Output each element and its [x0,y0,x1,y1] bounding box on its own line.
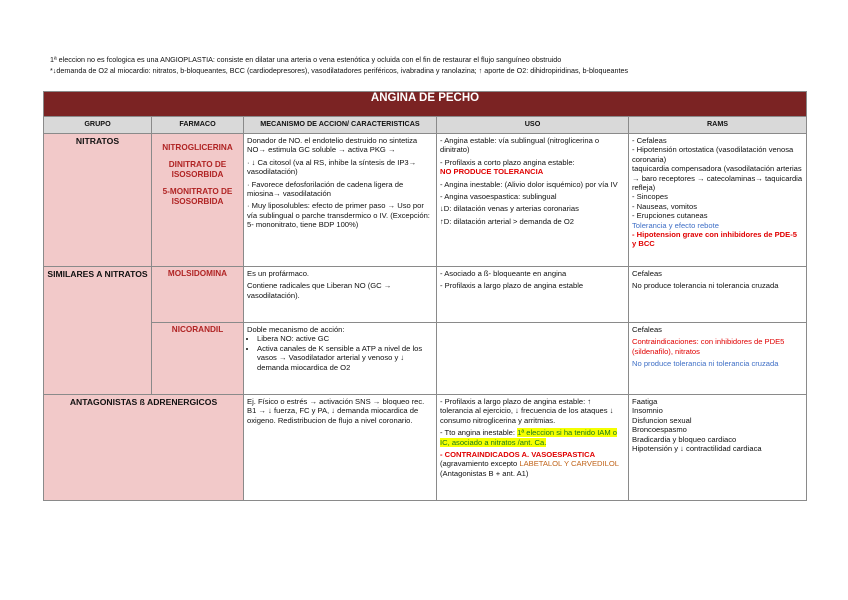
rams-molsidomina-2: No produce tolerancia ni tolerancia cruzada [632,281,779,291]
rams-nicorandil-tolerancia: No produce tolerancia ni tolerancia cruzada [632,359,779,369]
uso-nitratos-2 [440,158,625,177]
farmaco-nicorandil: NICORANDIL [152,323,244,395]
uso-antagonistas-3-a: (agravamiento excepto [440,459,520,469]
uso-nitratos-4: - Angina vasoespastica: sublingual [440,192,557,202]
rams-antagonistas-4: Broncoespasmo [632,425,687,435]
uso-antagonistas-2 [440,428,625,447]
note-line-2: *↓demanda de O2 al miocardio: nitratos, b-bloqueantes, BCC (cardiodepresores), vasodilatadores periféricos, ivabradina y ranolazina; ↑ aporte de O2: dihidropiridinas, b-bloqueantes [50,66,629,75]
mecanismo-nitratos-3: · Favorece defosforilación de cadena ligera de miosina→ vasodilatación [247,179,404,199]
row-molsidomina [44,267,807,323]
rams-antagonistas [629,395,807,501]
rams-molsidomina [629,267,807,323]
mecanismo-nitratos-2: · ↓ Ca citosol (va al RS, inhibe la síntesis de IP3→ vasodilatación) [247,157,417,177]
rams-antagonistas-2: Insomnio [632,406,663,416]
mecanismo-nitratos-1: Donador de NO. el endotelio destruido no sintetiza NO→ estimula GC soluble → activa PKG → [247,136,418,155]
uso-antagonistas [437,395,629,501]
uso-nitratos-1: - Angina estable: vía sublingual (nitroglicerina o dinitrato) [440,136,600,155]
rams-nitratos-1: - Cefaleas [632,136,667,145]
rams-nitratos-4: - Sincopes [632,192,668,202]
uso-antagonistas-3 [440,450,625,478]
uso-nicorandil [437,323,629,395]
farmaco-mononitrato: 5-MONITRATO DE ISOSORBIDA [162,187,233,206]
notes [50,54,810,76]
rams-nitratos-hipotension: - Hipotension grave con inhibidores de PDE-5 y BCC [632,230,797,249]
rams-molsidomina-1: Cefaleas [632,269,662,278]
rams-nitratos-3: taquicardia compensadora (vasodilatación arterias → baro receptores → catecolaminas→ taquicardia refleja) [632,164,803,193]
rams-nitratos-2: - Hipotensión ortostatica (vasodilatación venosa coronaria) [632,145,794,164]
farmaco-dinitrato: DINITRATO DE ISOSORBIDA [168,160,227,179]
header-mecanismo: MECANISMO DE ACCION/ CARACTERISTICAS [244,117,437,134]
farmaco-nitroglicerina: NITROGLICERINA [162,143,233,152]
rams-antagonistas-1: Faatiga [632,397,658,406]
header-grupo: GRUPO [44,117,152,134]
table-title: ANGINA DE PECHO [44,92,807,117]
grupo-antagonistas: ANTAGONISTAS ß ADRENERGICOS [44,395,244,501]
uso-nitratos [437,134,629,267]
note-line-1: 1ª eleccion no es fcologica es una ANGIOPLASTIA: consiste en dilatar una arteria o vena estenótica y ocluida con el fin de restaurar el flujo sanguíneo obstruido [50,55,562,64]
uso-molsidomina-2: - Profilaxis a largo plazo de angina estable [440,281,584,291]
rams-antagonistas-5: Bradicardia y bloqueo cardiaco [632,434,737,444]
farmaco-molsidomina: MOLSIDOMINA [152,267,244,323]
uso-antagonistas-2-text: - Tto angina inestable: [440,428,518,438]
mecanismo-nicorandil [244,323,437,395]
uso-antagonistas-3-orange: LABETALOL Y CARVEDILOL [519,459,619,469]
mecanismo-nicorandil-list [247,334,433,372]
uso-nitratos-2-red: NO PRODUCE TOLERANCIA [440,167,544,177]
mecanismo-molsidomina-2: Contiene radicales que Liberan NO (GC → vasodilatación). [247,281,392,300]
farmaco-nitratos [152,134,244,267]
uso-antagonistas-2-highlight: 1ª eleccion si ha tenido IAM o IC, asociado a nitratos /ant. Ca. [440,428,618,447]
rams-nicorandil-1: Cefaleas [632,325,662,334]
grupo-nitratos: NITRATOS [44,134,152,267]
mecanismo-nicorandil-title: Doble mecanismo de acción: [247,325,345,334]
angina-table [43,91,807,501]
uso-antagonistas-1: - Profilaxis a largo plazo de angina estable: ↑ tolerancia al ejercicio, ↓ frecuencia de los ataques ↓ consumo nitroglicerina y arritmias. [440,397,614,425]
uso-molsidomina-1: - Asociado a ß- bloqueante en angina [440,269,567,278]
rams-antagonistas-6: Hipotensión y ↓ contractilidad cardiaca [632,444,762,454]
uso-nitratos-5: ↓D: dilatación venas y arterias coronarias [440,204,579,214]
uso-nitratos-3: - Angina inestable: (Alivio dolor isquémico) por vía IV [440,179,618,189]
uso-nitratos-6: ↑D: dilatación arterial > demanda de O2 [440,216,575,226]
mecanismo-nitratos-4: · Muy liposolubles: efecto de primer paso → Uso por vía sublingual o parche transdermico o IV. (Excepción: 5- mononitrato, tiene BDP 100%) [247,201,430,230]
mecanismo-molsidomina-1: Es un profármaco. [247,269,310,278]
uso-nitratos-2-text: - Profilaxis a corto plazo angina estable: [440,157,575,167]
rams-nitratos-5: - Nauseas, vomitos [632,201,697,211]
mecanismo-nitratos [244,134,437,267]
uso-antagonistas-3-b: (Antagonistas B + ant. A1) [440,468,529,478]
rams-antagonistas-3: Disfuncion sexual [632,415,692,425]
header-rams: RAMS [629,117,807,134]
uso-molsidomina [437,267,629,323]
rams-nicorandil-contra: Contraindicaciones: con inhibidores de PDE5 (sildenafilo), nitratos [632,337,785,356]
grupo-similares: SIMILARES A NITRATOS [44,267,152,395]
mecanismo-antagonistas: Ej. Físico o estrés → activación SNS → bloqueo rec. B1 → ↓ fuerza, FC y PA, ↓ demanda miocardica de oxigeno. Redistribucion de flujo a nivel coronario. [244,395,437,501]
rams-nitratos-tolerancia: Tolerancia y efecto rebote [632,220,719,230]
mecanismo-nicorandil-2: • Activa canales de K sensible a ATP a nivel de los vasos → Vasodilatador arterial y venoso y ↓ demanda miocardica de O2 [257,344,433,372]
mecanismo-molsidomina [244,267,437,323]
row-nicorandil [44,323,807,395]
uso-antagonistas-3-red: - CONTRAINDICADOS A. VASOESPASTICA [440,450,596,460]
row-nitratos [44,134,807,267]
rams-nitratos-6: - Erupciones cutaneas [632,211,708,221]
mecanismo-nicorandil-1: • Libera NO: active GC [257,334,433,343]
row-antagonistas [44,395,807,501]
rams-nicorandil [629,323,807,395]
header-uso: USO [437,117,629,134]
rams-nitratos [629,134,807,267]
header-farmaco: FARMACO [152,117,244,134]
